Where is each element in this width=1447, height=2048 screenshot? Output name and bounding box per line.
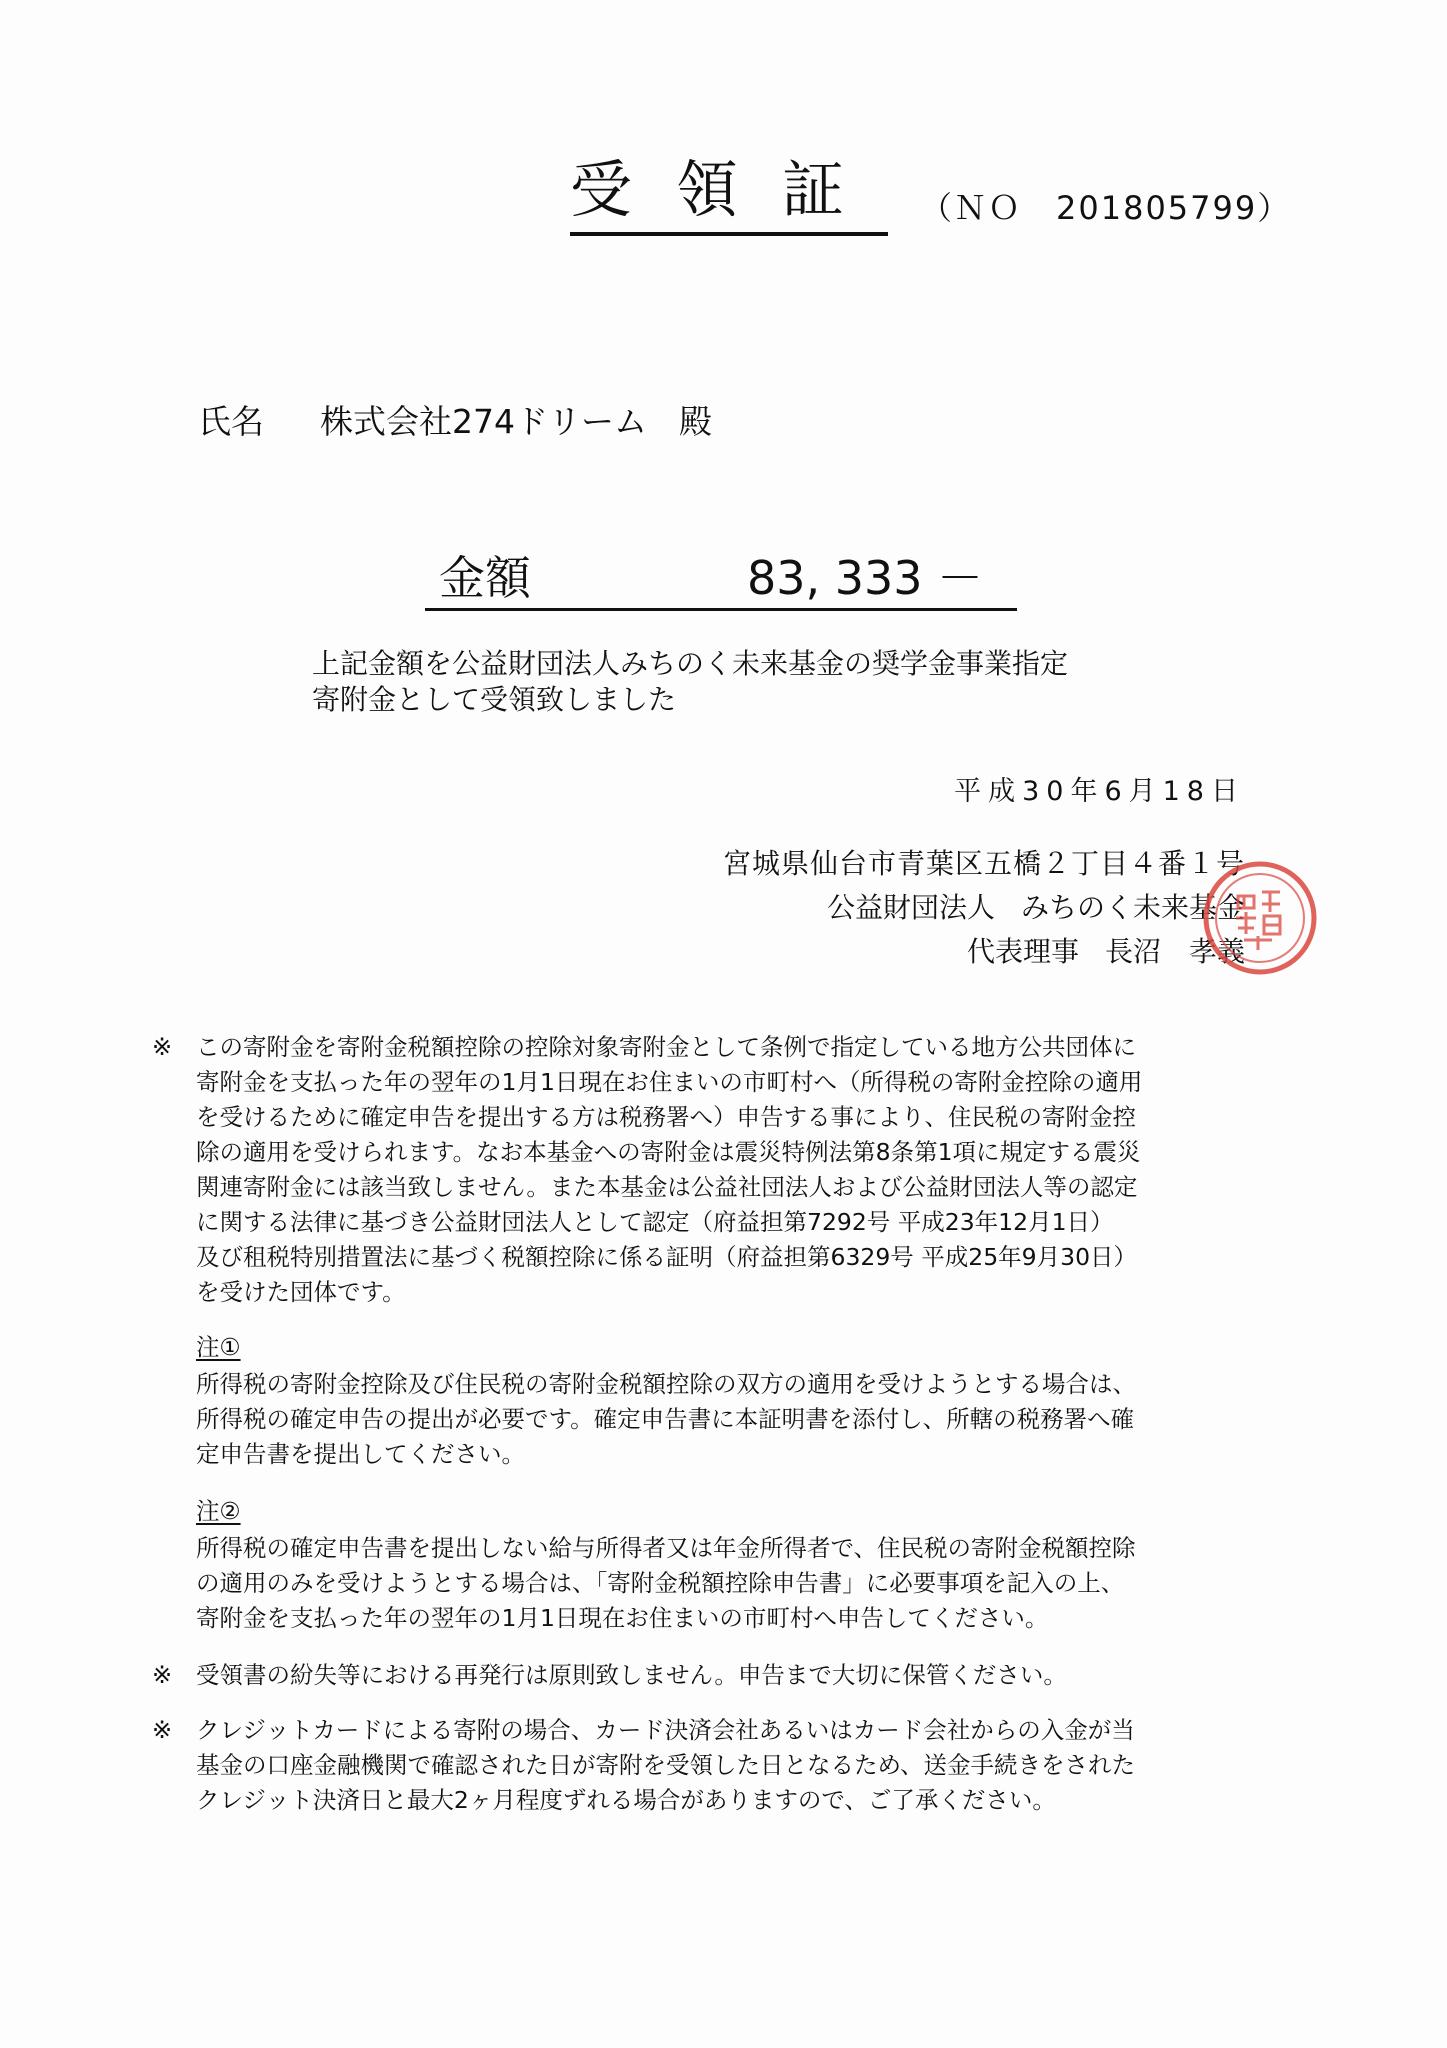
- recipient-line: [198, 400, 712, 444]
- issuer-address: 宮城県仙台市青葉区五橋２丁目４番１号: [722, 847, 1245, 880]
- official-seal: [1200, 858, 1320, 978]
- note-line: 所得税の寄附金控除及び住民税の寄附金税額控除の双方の適用を受けようとする場合は、: [196, 1370, 1136, 1398]
- recipient-label: 氏名: [198, 402, 264, 441]
- issuer-representative: [723, 930, 1245, 974]
- note-mark: ※: [152, 1661, 173, 1689]
- amount-suffix: －: [937, 551, 983, 605]
- statement-line: 寄附金として受領致しました: [312, 683, 677, 716]
- note-line: クレジットカードによる寄附の場合、カード決済会社あるいはカード会社からの入金が当: [196, 1716, 1135, 1744]
- note-line: 寄附金を支払った年の翌年の1月1日現在お住まいの市町村へ申告してください。: [196, 1604, 1049, 1632]
- statement-line: 上記金額を公益財団法人みちのく未来基金の奨学金事業指定: [312, 647, 1069, 680]
- note-line: 寄附金を支払った年の翌年の1月1日現在お住まいの市町村へ（所得税の寄附金控除の適用: [196, 1068, 1143, 1096]
- note-line: クレジット決済日と最大2ヶ月程度ずれる場合がありますので、ご了承ください。: [196, 1786, 1056, 1814]
- note-1: [152, 1330, 1232, 1472]
- note-line: 基金の口座金融機関で確認された日が寄附を受領した日となるため、送金手続きをされた: [196, 1751, 1136, 1779]
- issuer-rep-title: 代表理事: [966, 935, 1079, 968]
- amount-value: 83, 333: [747, 551, 923, 605]
- note-main: [152, 1030, 1232, 1310]
- amount-label: 金額: [439, 551, 531, 605]
- issuer-org-name: みちのく未来基金: [1020, 891, 1245, 924]
- note-line: この寄附金を寄附金税額控除の控除対象寄附金として条例で指定している地方公共団体に: [196, 1033, 1136, 1061]
- issuer-org-type: 公益財団法人: [826, 891, 995, 924]
- note-line: 及び租税特別措置法に基づく税額控除に係る証明（府益担第6329号 平成25年9月30日）: [196, 1243, 1138, 1271]
- note-line: 受領書の紛失等における再発行は原則致しません。申告まで大切に保管ください。: [196, 1661, 1067, 1689]
- issuer-organization: [723, 886, 1245, 930]
- note-reissue: [152, 1658, 1232, 1693]
- document-title: 受領証: [570, 150, 888, 236]
- note-line: 所得税の確定申告書を提出しない給与所得者又は年金所得者で、住民税の寄附金税額控除: [196, 1534, 1136, 1562]
- notes-section: [152, 1030, 1232, 1838]
- note-line: に関する法律に基づき公益財団法人として認定（府益担第7292号 平成23年12月1日）: [196, 1208, 1114, 1236]
- note-line: 関連寄附金には該当致しません。また本基金は公益社団法人および公益財団法人等の認定: [196, 1173, 1138, 1201]
- issuer-rep-name: 長沼 孝義: [1104, 935, 1245, 968]
- note-mark: ※: [152, 1033, 173, 1061]
- note-line: を受けるために確定申告を提出する方は税務署へ）申告する事により、住民税の寄附金控: [196, 1103, 1136, 1131]
- note-line: 所得税の確定申告の提出が必要です。確定申告書に本証明書を添付し、所轄の税務署へ確: [196, 1405, 1135, 1433]
- note-2: [152, 1494, 1232, 1636]
- note-line: 除の適用を受けられます。なお本基金への寄附金は震災特例法第8条第1項に規定する震災: [196, 1138, 1141, 1166]
- note-line: の適用のみを受けようとする場合は、「寄附金税額控除申告書」に必要事項を記入の上、: [196, 1569, 1125, 1597]
- note-1-heading: 注①: [196, 1333, 241, 1361]
- note-credit: [152, 1713, 1232, 1818]
- recipient-name: 株式会社274ドリーム: [320, 402, 647, 441]
- note-line: を受けた団体です。: [196, 1278, 406, 1306]
- note-2-heading: 注②: [196, 1497, 241, 1525]
- note-mark: ※: [152, 1716, 173, 1744]
- amount-row: [425, 548, 1017, 611]
- receipt-statement: [312, 646, 1068, 718]
- issue-date: 平成30年6月18日: [954, 776, 1245, 807]
- note-line: 定申告書を提出してください。: [196, 1440, 525, 1468]
- recipient-honorific: 殿: [679, 402, 712, 441]
- document-number: （ＮＯ 201805799）: [920, 189, 1292, 227]
- issuer-block: [723, 774, 1245, 974]
